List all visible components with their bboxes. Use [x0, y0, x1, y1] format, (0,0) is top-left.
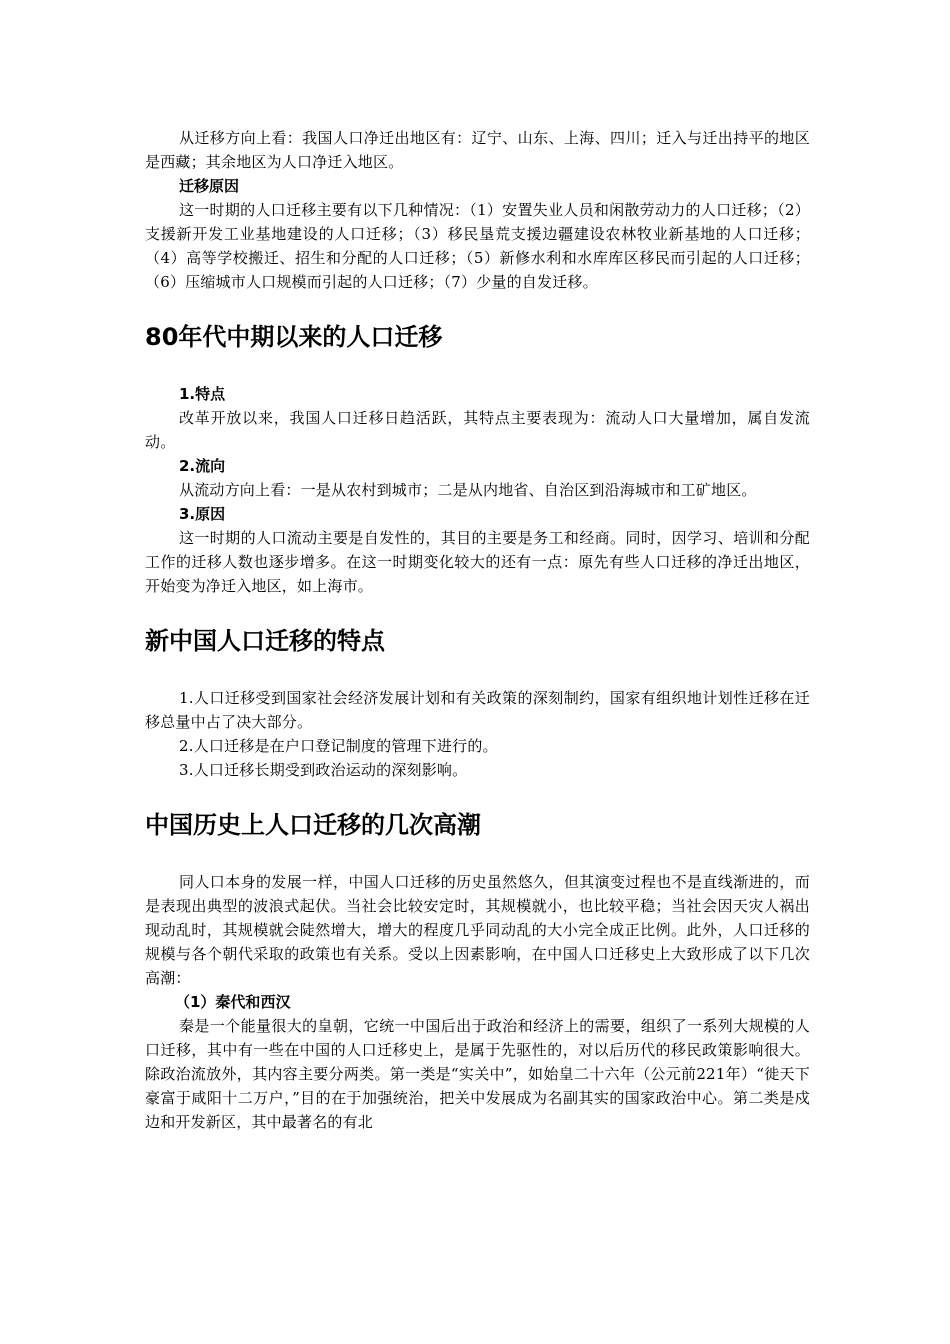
paragraph-direction: 从流动方向上看：一是从农村到城市；二是从内地省、自治区到沿海城市和工矿地区。 [179, 481, 757, 499]
heading-new-china-features: 新中国人口迁移的特点 [145, 627, 385, 655]
heading-historical-waves: 中国历史上人口迁移的几次高潮 [145, 811, 481, 839]
paragraph-historical-intro: 同人口本身的发展一样，中国人口迁移的历史虽然悠久，但其演变过程也不是直线渐进的，而是表现出典型的波浪式起伏。当社会比较安定时，其规模就小，也比较平稳；当社会因天灾人祸出现动乱时，其规模就会陡然增大，增大的程度几乎同动乱的大小完全成正比例。此外，人口迁移的规模与各个朝代采取的政策也有关系。受以上因素影响，在中国人口迁移史上大致形成了以下几次高潮： [145, 873, 810, 987]
paragraph-qin-dynasty: 秦是一个能量很大的皇朝，它统一中国后出于政治和经济上的需要，组织了一系列大规模的人口迁移，其中有一些在中国的人口迁移史上，是属于先驱性的，对以后历代的移民政策影响很大。除政治流放外，其内容主要分两类。第一类是“实关中”，如始皇二十六年（公元前221年）“徙天下豪富于咸阳十二万户，”目的在于加强统治，把关中发展成为名副其实的国家政治中心。第二类是戍边和开发新区，其中最著名的有北 [145, 1017, 810, 1131]
subheading-qin-western-han: （1）秦代和西汉 [175, 993, 291, 1011]
paragraph-migration-causes: 这一时期的人口迁移主要有以下几种情况：（1）安置失业人员和闲散劳动力的人口迁移；（2）支援新开发工业基地建设的人口迁移；（3）移民垦荒支援边疆建设农林牧业新基地的人口迁移；（4）高等学校搬迁、招生和分配的人口迁移；（5）新修水利和水库库区移民而引起的人口迁移；（6）压缩城市人口规模而引起的人口迁移；（7）少量的自发迁移。 [145, 201, 810, 291]
document-body [145, 126, 810, 1134]
list-item-3: 3.人口迁移长期受到政治运动的深刻影响。 [179, 761, 468, 779]
list-item-2: 2.人口迁移是在户口登记制度的管理下进行的。 [179, 737, 498, 755]
paragraph-features: 改革开放以来，我国人口迁移日趋活跃，其特点主要表现为：流动人口大量增加，属自发流动。 [145, 409, 810, 451]
paragraph-migration-direction: 从迁移方向上看：我国人口净迁出地区有：辽宁、山东、上海、四川；迁入与迁出持平的地区是西藏；其余地区为人口净迁入地区。 [145, 129, 810, 171]
subheading-features: 1.特点 [179, 385, 226, 403]
list-item-1: 1.人口迁移受到国家社会经济发展计划和有关政策的深刻制约，国家有组织地计划性迁移在迁移总量中占了决大部分。 [145, 689, 810, 731]
heading-80s-migration: 80年代中期以来的人口迁移 [145, 323, 443, 351]
subheading-direction: 2.流向 [179, 457, 226, 475]
paragraph-reasons: 这一时期的人口流动主要是自发性的，其目的主要是务工和经商。同时，因学习、培训和分配工作的迁移人数也逐步增多。在这一时期变化较大的还有一点：原先有些人口迁移的净迁出地区，开始变为净迁入地区，如上海市。 [145, 529, 810, 595]
subheading-reasons: 3.原因 [179, 505, 226, 523]
subheading-migration-causes: 迁移原因 [179, 177, 240, 195]
